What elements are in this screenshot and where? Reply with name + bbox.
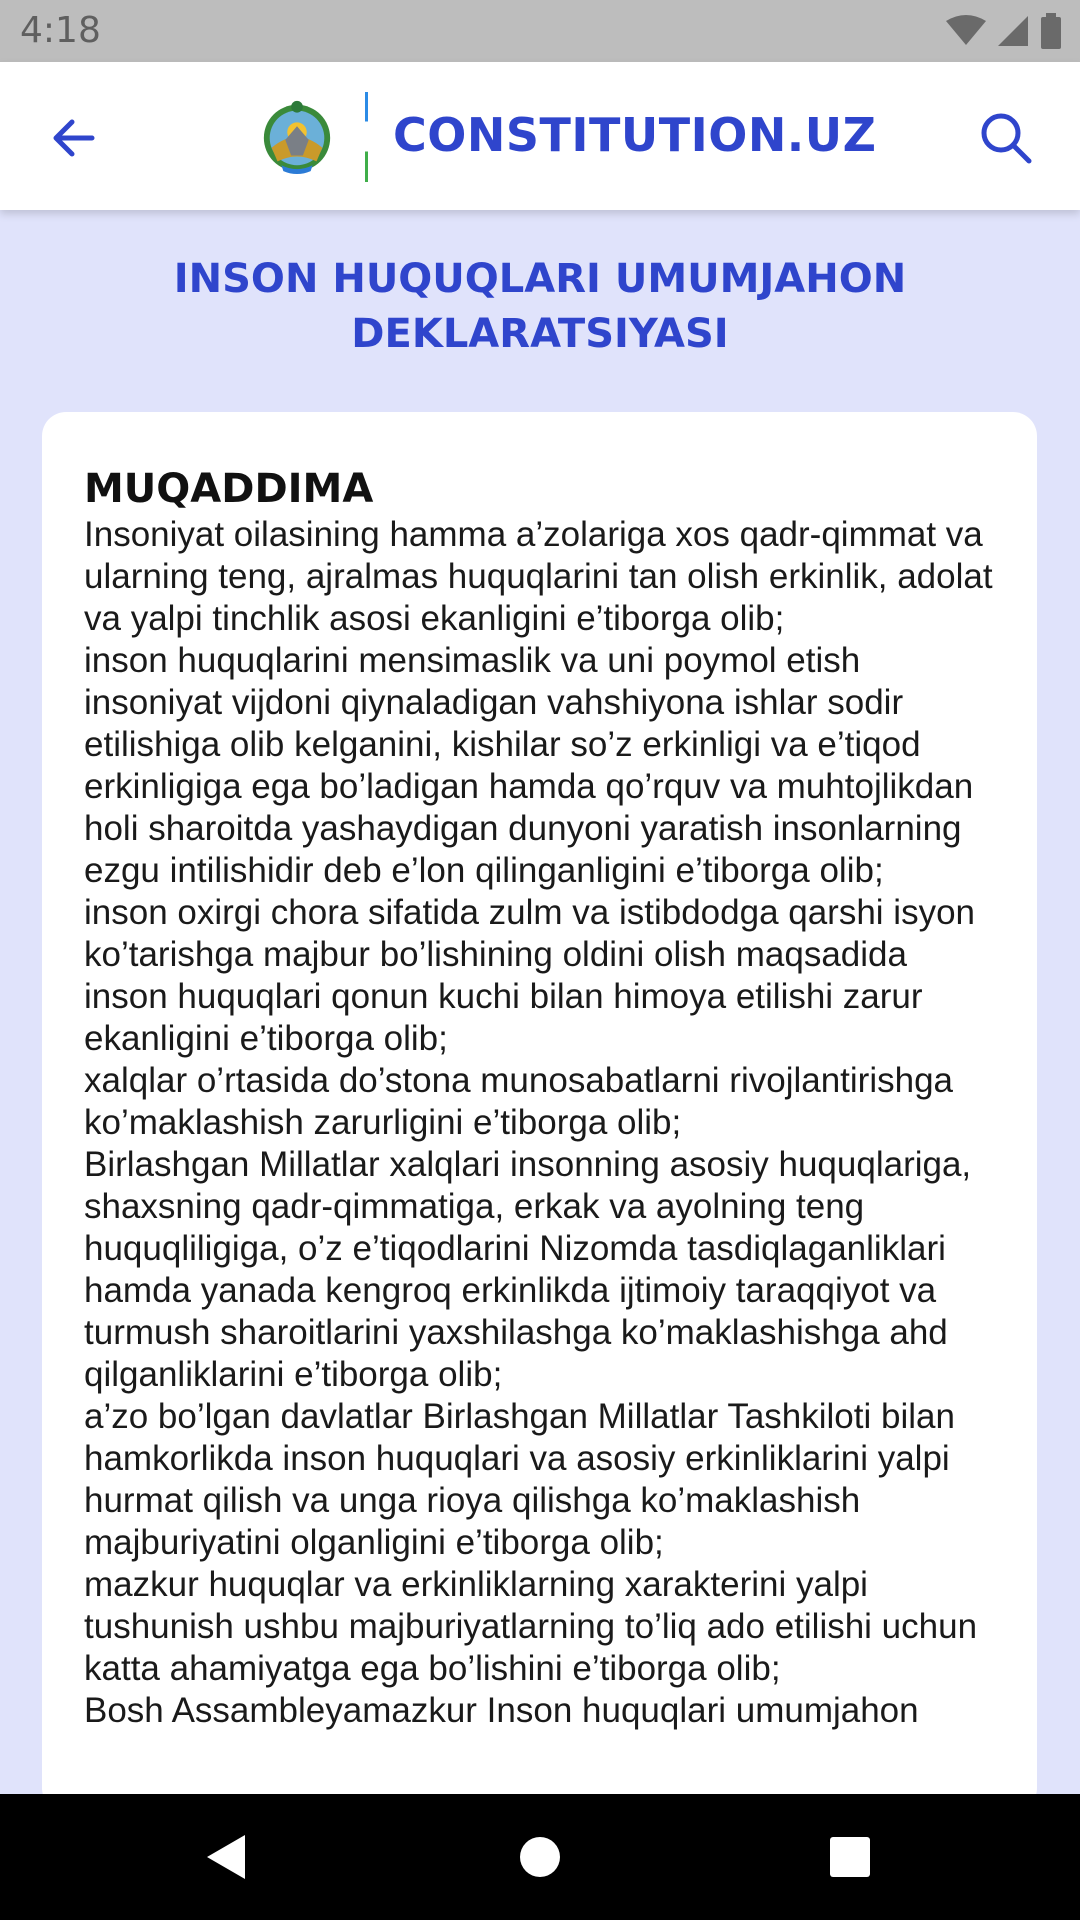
nav-recents-icon <box>829 1836 871 1878</box>
paragraph: Birlashgan Millatlar xalqlari insonning asosiy huquqlariga, shaxsning qadr-qimmatiga, erkak va ayolning teng huquqliligiga, o’z e’tiqodlarini Nizomda tasdiqlaganliklari hamda yanada kengroq erkinlikda ijtimoiy taraqqiyot va turmush sharoitlarini yaxshilashga ko’maklashishga ahd qilganliklarini e’tiborga olib; <box>84 1145 972 1394</box>
app-bar <box>0 62 1080 210</box>
arrow-left-icon <box>48 114 96 162</box>
status-bar <box>0 0 1080 62</box>
paragraph: xalqlar o’rtasida do’stona munosabatlarni rivojlantirishga ko’maklashish zarurligini e’tiborga olib; <box>84 1061 954 1142</box>
status-icons <box>946 12 1062 50</box>
signal-icon <box>996 14 1030 48</box>
nav-home-icon <box>518 1835 562 1879</box>
paragraph: mazkur huquqlar va erkinliklarning xarakterini yalpi tushunish ushbu majburiyatlarning to’liq ado etilishi uchun katta ahamiyatga ega bo’lishini e’tiborga olib; <box>84 1565 978 1688</box>
status-time: 4:18 <box>20 10 101 51</box>
section-body <box>84 514 997 1732</box>
nav-recents-button[interactable] <box>820 1827 880 1887</box>
paragraph: inson oxirgi chora sifatida zulm va istibdodga qarshi isyon ko’tarishga majbur bo’lishining oldini olish maqsadida inson huquqlari qonun kuchi bilan himoya etilishi zarur ekanligini e’tiborga olib; <box>84 893 976 1058</box>
paragraph: inson huquqlarini mensimaslik va uni poymol etish insoniyat vijdoni qiynaladigan vahshiyona ishlar sodir etilishiga olib kelganini, kishilar so’z erkinligi va e’tiqod erkinligiga ega bo’ladigan hamda qo’rquv va muhtojlikdan holi sharoitda yashaydigan dunyoni yaratish insonlarning ezgu intilishidir deb e’lon qilinganligini e’tiborga olib; <box>84 641 974 890</box>
page-title: INSON HUQUQLARI UMUMJAHON DEKLARATSIYASI <box>173 256 907 357</box>
wifi-icon <box>946 15 986 47</box>
search-button[interactable] <box>972 104 1040 172</box>
nav-back-icon <box>203 1833 247 1881</box>
system-nav-bar <box>0 1794 1080 1920</box>
battery-icon <box>1040 13 1062 49</box>
brand-divider <box>365 92 368 182</box>
section-heading: MUQADDIMA <box>84 466 374 512</box>
state-emblem-logo <box>258 97 336 175</box>
content-card <box>42 412 1037 1812</box>
back-button[interactable] <box>40 106 104 170</box>
paragraph: Insoniyat oilasining hamma a’zolariga xos qadr-qimmat va ularning teng, ajralmas huquqlarini tan olish erkinlik, adolat va yalpi tinchlik asosi ekanligini e’tiborga olib; <box>84 515 993 638</box>
nav-back-button[interactable] <box>195 1827 255 1887</box>
search-icon <box>978 110 1034 166</box>
nav-home-button[interactable] <box>510 1827 570 1887</box>
paragraph: Bosh Assambleyamazkur Inson huquqlari umumjahon <box>84 1691 919 1730</box>
brand-title: CONSTITUTION.UZ <box>393 108 877 162</box>
paragraph: a’zo bo’lgan davlatlar Birlashgan Millatlar Tashkiloti bilan hamkorlikda inson huquqlari va asosiy erkinliklarini yalpi hurmat qilish va unga rioya qilishga ko’maklashish majburiyatini olganligini e’tiborga olib; <box>84 1397 955 1562</box>
